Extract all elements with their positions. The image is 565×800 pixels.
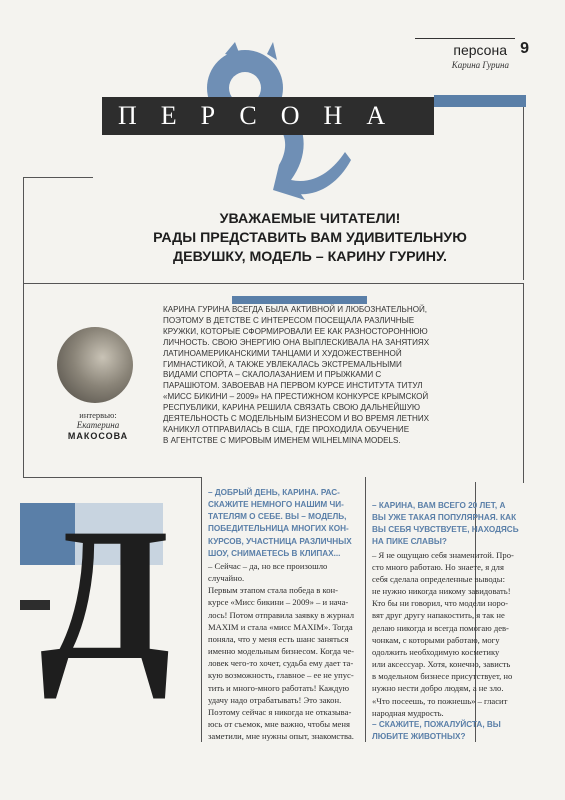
dropcap-letter: Д [40,490,171,700]
bio-line: ПАРАШЮТОМ. ЗАВОЕВАВ НА ПЕРВОМ КУРСЕ ИНСТИТУТА ТИТУЛ [163,381,423,391]
answer-line: – Сейчас – да, но все произошло случайно. [208,560,328,584]
banner-title: ПЕРСОНА [118,101,410,130]
bio-line: КРУЖКИ, КОТОРЫЕ СФОРМИРОВАЛИ ЕЕ КАК РАЗНОСТОРОННЮЮ [163,326,428,336]
interviewer-last-name: МАКОСОВА [67,431,129,441]
answer-line: – Я не ощущаю себя знаменитой. Про- [372,549,514,560]
bio-line: В АГЕНТСТВЕ С МИРОВЫМ ИМЕНЕМ WILHELMINA MODELS. [163,435,401,445]
question [372,500,524,549]
answer-line: поняла, что у меня есть шанс заняться [208,633,349,644]
frame-line [201,477,202,742]
frame-line [23,283,24,478]
answer-line: «Что посеешь, то пожнешь» – гласит [372,695,508,706]
intro-line: ДЕВУШКУ, МОДЕЛЬ – КАРИНУ ГУРИНУ. [173,249,447,265]
question-line: – КАРИНА, ВАМ ВСЕГО 20 ЛЕТ, А [372,501,506,510]
answer-line: кую возможность, главное – ее не упус- [208,670,354,681]
question [208,487,364,560]
answer-line: народная мудрость. [372,707,444,718]
bio-line: ПОЭТОМУ В ДЕТСТВЕ С ИНТЕРЕСОМ ПОСЕЩАЛА РАЗЛИЧНЫЕ [163,315,415,325]
question-line: ЛЮБИТЕ ЖИВОТНЫХ? [372,731,466,741]
question-line: ВЫ СЕБЯ ЧУВСТВУЕТЕ, НАХОДЯСЬ [372,525,519,535]
bio-line: ГИМНАСТИКОЙ, А ТАКЖЕ УВЛЕКАЛАСЬ ЭКСТРЕМАЛЬНЫМИ [163,359,402,369]
intro-line: РАДЫ ПРЕДСТАВИТЬ ВАМ УДИВИТЕЛЬНУЮ [153,230,467,246]
bio-line: КАНИКУЛ ОТПРАВИЛАСЬ В США, ГДЕ ПРОХОДИЛА ОБУЧЕНИЕ [163,424,410,434]
avatar [57,327,133,403]
answer-line: ловек чего-то хочет, судьба ему дает та- [208,658,354,669]
bio-text [163,305,503,447]
interview-label: интервью: [79,410,117,420]
answer [208,560,364,742]
column-2 [372,500,524,743]
answer-line: Поэтому сейчас я никогда не отказыва- [208,706,352,717]
page-number: 9 [520,40,529,57]
answer-line: себя сделала определенные выводы: [372,573,505,584]
answer-line: не нужно никогда никому завидовать! [372,586,511,597]
answer-line: сто много работаю. Но знаете, я для [372,561,504,572]
question-line: ШОУ, СНИМАЕТЕСЬ В КЛИПАХ... [208,548,341,558]
answer [372,549,524,719]
section-subtitle: Карина Гурина [451,60,509,70]
bio-line: ЛАТИНОАМЕРИКАНСКИМИ ТАНЦАМИ И ХУДОЖЕСТВЕННОЙ [163,348,402,358]
answer-line: чонкам, с которыми работаю, могу [372,634,500,645]
bio-line: ДЕЯТЕЛЬНОСТЬ С МОДЕЛЬНЫМ БИЗНЕСОМ И ВО ВРЕМЯ ЛЕТНИХ [163,414,430,424]
bio-accent-bar [232,296,367,304]
answer-line: нужно нести добро людям, а не зло. [372,683,504,694]
question-line: – СКАЖИТЕ, ПОЖАЛУЙСТА, ВЫ [372,719,501,729]
answer-line: в модельном бизнесе присутствует, но [372,671,513,682]
answer-line: MAXIM и стала «мисс MAXIM». Тогда [208,621,353,632]
column-1 [208,487,364,742]
answer-line: заметили, мне нужны опыт, знакомства. [208,731,354,742]
answer-line: тить и много-много работать! Каждую [208,682,350,693]
answer-line: курсе «Мисс бикини – 2009» – и нача- [208,597,349,608]
answer-line: лось! Потом отправила заявку в журнал [208,609,355,620]
question-line: ТАТЕЛЯМ О СЕБЕ. ВЫ – МОДЕЛЬ, [208,512,347,522]
answer-line: Кто бы ни говорил, что модели норо- [372,598,508,609]
frame-line [23,177,93,178]
question-line: НА ПИКЕ СЛАВЫ? [372,537,447,547]
question [372,719,524,743]
banner-accent [434,95,526,107]
section-title: персона [453,42,507,58]
bio-line: ВИДАМИ СПОРТА – СКАЛОЛАЗАНИЕМ И ПРЫЖКАМИ С [163,370,382,380]
header-rule [415,38,515,39]
frame-line [523,283,524,483]
bio-line: «МИСС БИКИНИ – 2009» НА ПРЕСТИЖНОМ КОНКУРСЕ КРЫМСКОЙ [163,392,429,402]
answer-line: вят друг другу напакостить, я так не [372,610,505,621]
frame-line [365,477,366,742]
bio-line: КАРИНА ГУРИНА ВСЕГДА БЫЛА АКТИВНОЙ И ЛЮБОЗНАТЕЛЬНОЙ, [163,305,428,314]
question-line: СКАЖИТЕ НЕМНОГО НАШИМ ЧИ- [208,500,344,510]
interviewer-first-name: Екатерина [76,420,120,430]
answer-line: делаю никогда и всегда помогаю дев- [372,622,509,633]
answer-line: юсь от съемок, мне важно, чтобы меня [208,718,350,729]
intro-headline [150,210,470,267]
intro-line: УВАЖАЕМЫЕ ЧИТАТЕЛИ! [219,211,401,227]
answer-line: или аксессуар. Хотя, конечно, зависть [372,659,511,670]
question-line: ПОБЕДИТЕЛЬНИЦА МНОГИХ КОН- [208,524,349,534]
question-line: КУРСОВ, УЧАСТНИЦА РАЗЛИЧНЫХ [208,536,352,546]
answer-line: именно модельным бизнесом. Когда че- [208,646,355,657]
frame-line [23,477,201,478]
question-line: ВЫ УЖЕ ТАКАЯ ПОПУЛЯРНАЯ. КАК [372,513,517,523]
frame-line [23,283,523,284]
bio-line: ЛИЧНОСТЬ. СВОЮ ЭНЕРГИЮ ОНА ВЫПЛЕСКИВАЛА НА ЗАНЯТИЯХ [163,337,430,347]
answer-line: одолжить необходимую косметику [372,646,500,657]
answer-line: Первым этапом стала победа в кон- [208,585,339,596]
bio-line: РЕСПУБЛИКИ, КАРИНА РЕШИЛА СВЯЗАТЬ СВОЮ ДАЛЬНЕЙШУЮ [163,403,421,413]
answer-line: удачу надо отрабатывать! Это закон. [208,694,342,705]
question-line: – ДОБРЫЙ ДЕНЬ, КАРИНА. РАС- [208,488,340,497]
frame-line [523,95,524,280]
